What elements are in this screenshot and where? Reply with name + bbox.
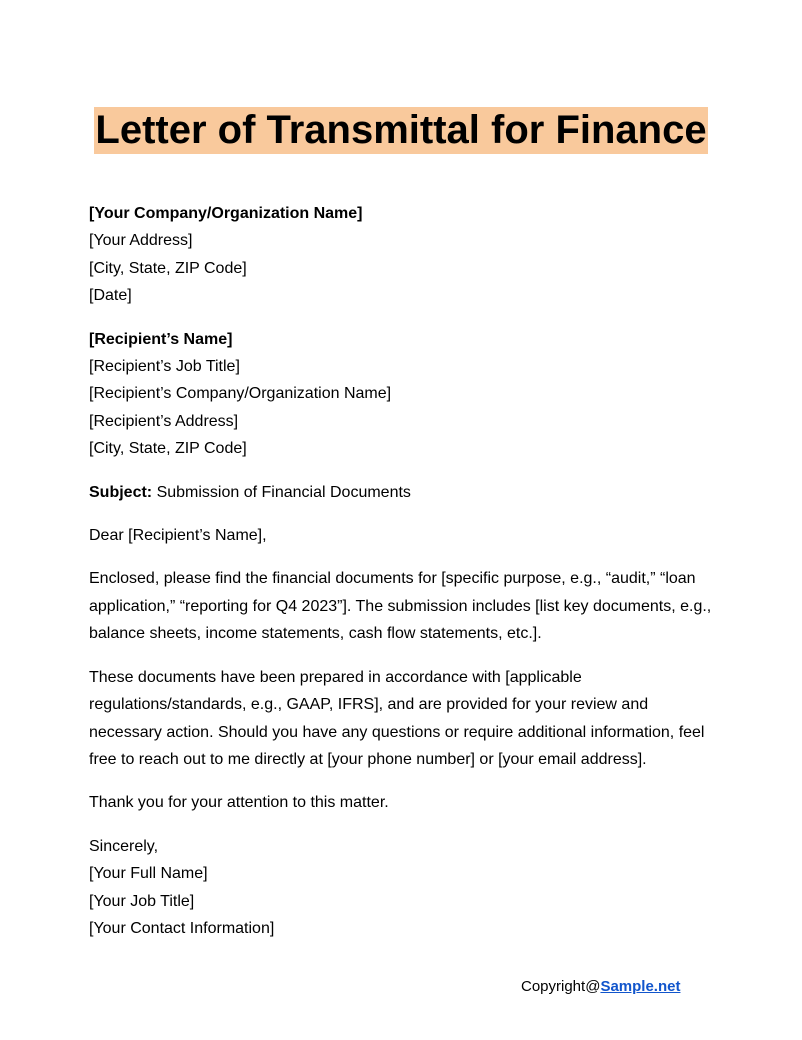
sender-date: [Date] xyxy=(89,287,132,305)
closing-full-name: [Your Full Name] xyxy=(89,865,208,883)
closing-contact: [Your Contact Information] xyxy=(89,919,275,937)
letter-body xyxy=(89,200,719,958)
recipient-address: [Recipient’s Address] xyxy=(89,412,239,430)
sender-block xyxy=(89,200,719,310)
closing-valediction: Sincerely, xyxy=(89,837,159,855)
recipient-job-title: [Recipient’s Job Title] xyxy=(89,358,240,376)
copyright-footer xyxy=(521,977,680,997)
sample-net-link[interactable]: Sample.net xyxy=(600,978,681,995)
recipient-block xyxy=(89,326,719,463)
body-paragraph-3: Thank you for your attention to this matter. xyxy=(89,794,389,812)
body-paragraph-1: Enclosed, please find the financial documents for [specific purpose, e.g., “audit,” “loan application,” “reporting for Q4 2023”]. The submission includes [list key documents, e.g., balance sheets, income statements, cash flow statements, etc.]. xyxy=(89,570,712,643)
copyright-prefix: Copyright@ xyxy=(521,978,601,995)
closing-block xyxy=(89,833,719,943)
closing-job-title: [Your Job Title] xyxy=(89,892,195,910)
salutation: Dear [Recipient’s Name], xyxy=(89,527,267,545)
subject-line xyxy=(89,479,719,506)
page-title: Letter of Transmittal for Finance xyxy=(95,108,707,152)
sender-address: [Your Address] xyxy=(89,232,193,250)
body-paragraph-2: These documents have been prepared in accordance with [applicable regulations/standards, e.g., GAAP, IFRS], and are provided for your review and necessary action. Should you have any questions or require additional information, feel free to reach out to me directly at [your phone number] or [your email address]. xyxy=(89,668,705,768)
title-container xyxy=(0,107,802,154)
sender-company: [Your Company/Organization Name] xyxy=(89,205,363,222)
sender-city-state-zip: [City, State, ZIP Code] xyxy=(89,259,247,277)
subject-label: Subject: xyxy=(89,483,153,501)
subject-text: Submission of Financial Documents xyxy=(152,483,411,501)
recipient-name: [Recipient’s Name] xyxy=(89,330,233,348)
recipient-city-state-zip: [City, State, ZIP Code] xyxy=(89,440,247,458)
recipient-company: [Recipient’s Company/Organization Name] xyxy=(89,385,392,403)
